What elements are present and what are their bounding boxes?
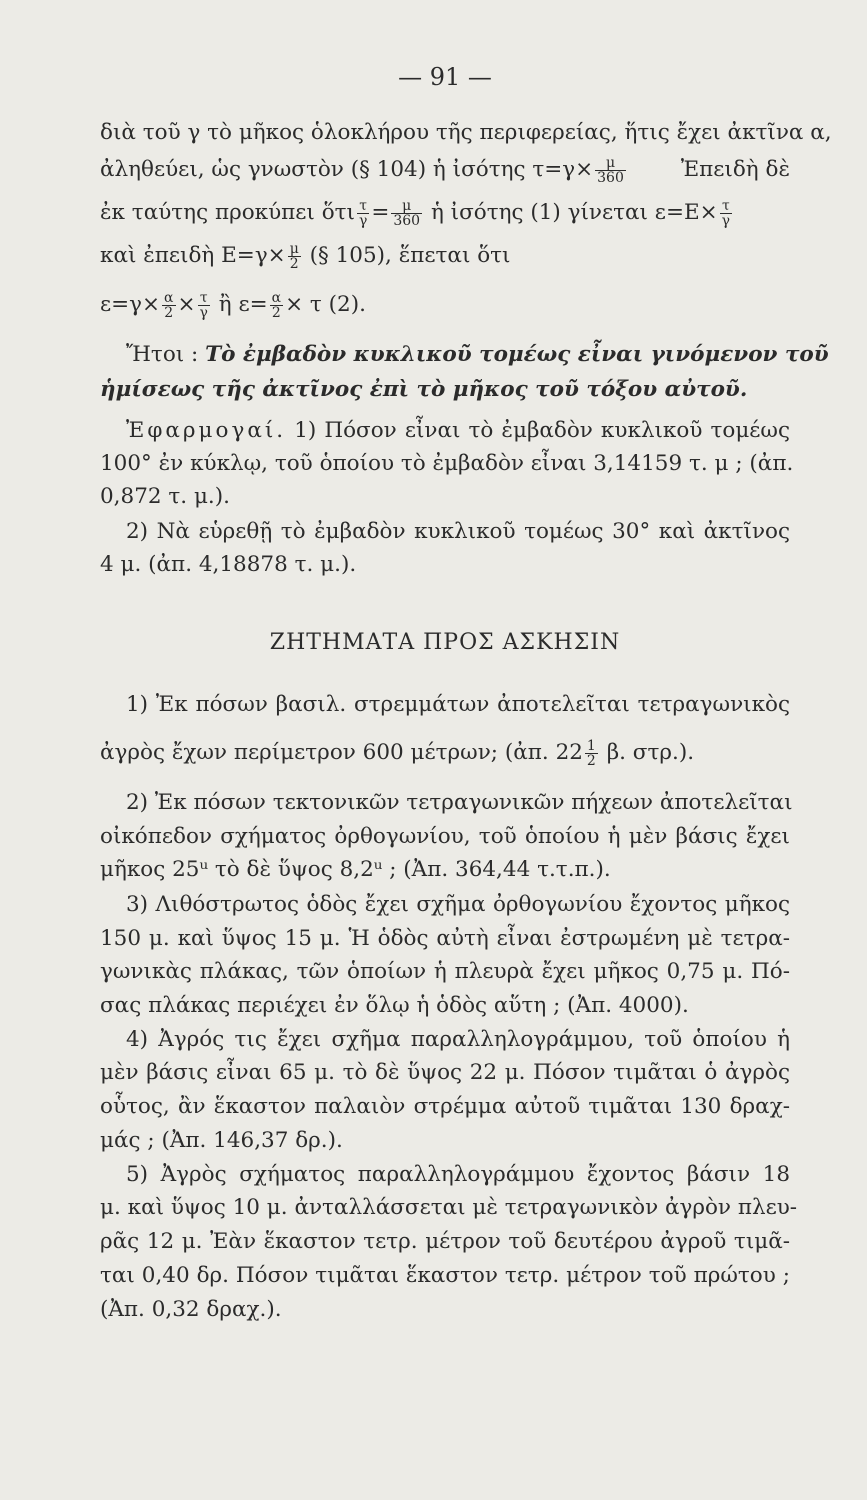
text-line: 5) Ἀγρὸς σχήματος παραλληλογράμμου ἔχοντος βάσιν 18 (126, 1162, 790, 1187)
text-line: μάς ; (Ἀπ. 146,37 δρ.). (100, 1128, 343, 1153)
text-line: ρᾶς 12 μ. Ἐὰν ἕκαστον τετρ. μέτρον τοῦ δευτέρου ἀγροῦ τιμᾶ- (100, 1229, 790, 1254)
text-line: μῆκος 25ᵘ τὸ δὲ ὕψος 8,2ᵘ ; (Ἀπ. 364,44 τ.τ.π.). (100, 857, 611, 882)
theorem-text: Τὸ ἐμβαδὸν κυκλικοῦ τομέως εἶναι γινόμενον τοῦ (205, 342, 829, 367)
text-line: (Ἀπ. 0,32 δραχ.). (100, 1297, 282, 1322)
text-line: γωνικὰς πλάκας, τῶν ὁποίων ἡ πλευρὰ ἔχει μῆκος 0,75 μ. Πό- (100, 959, 790, 984)
fraction-denominator: γ (721, 212, 731, 229)
text-line: σας πλάκας περιέχει ἐν ὅλῳ ἡ ὁδὸς αὕτη ; (Ἀπ. 4000). (100, 993, 689, 1018)
text-line (100, 241, 790, 271)
text-line (126, 416, 790, 446)
text-line: ται 0,40 δρ. Πόσον τιμᾶται ἕκαστον τετρ. μέτρον τοῦ πρώτου ; (100, 1263, 790, 1288)
fraction (720, 199, 732, 228)
fraction-numerator: α (271, 289, 282, 306)
text-span: ε=γ× (100, 292, 161, 317)
section-label: Ἐφαρμογαί. (126, 418, 287, 443)
fraction (270, 291, 283, 320)
fraction-numerator: τ (198, 291, 210, 306)
text-span: Ἤτοι : (126, 342, 206, 367)
text-line (100, 198, 790, 228)
text-line: 0,872 τ. μ.). (100, 484, 230, 509)
fraction (585, 739, 598, 768)
fraction-denominator: 2 (271, 304, 281, 321)
text-line: 1) Ἐκ πόσων βασιλ. στρεμμάτων ἀποτελεῖται τετραγωνικὸς (126, 692, 790, 717)
fraction-numerator: 1 (586, 737, 596, 754)
page-number: — 91 — (398, 63, 492, 91)
text-span: (§ 105), ἕπεται ὅτι (309, 243, 511, 268)
text-line: διὰ τοῦ γ τὸ μῆκος ὁλοκλήρου τῆς περιφερείας, ἥτις ἔχει ἀκτῖνα α, (100, 120, 832, 145)
text-line: οὗτος, ἂν ἕκαστον παλαιὸν στρέμμα αὐτοῦ τιμᾶται 130 δραχ- (100, 1094, 790, 1119)
fraction-denominator: 360 (393, 212, 421, 229)
fraction-denominator: 2 (289, 255, 299, 272)
fraction (595, 156, 626, 185)
fraction-denominator: 2 (164, 304, 174, 321)
text-line (100, 738, 790, 768)
fraction-numerator: α (164, 289, 174, 306)
text-span: ἐκ ταύτης προκύπει ὅτι (100, 200, 355, 225)
fraction-numerator: τ (720, 199, 732, 214)
text-span: Ἐπειδὴ δὲ (680, 157, 790, 182)
fraction (357, 199, 369, 228)
text-span: ἀγρὸς ἔχων περίμετρον 600 μέτρων; (ἀπ. 22 (100, 740, 583, 765)
text-line: μ. καὶ ὕψος 10 μ. ἀνταλλάσσεται μὲ τετραγωνικὸν ἀγρὸν πλευ- (100, 1195, 798, 1220)
text-line (100, 290, 790, 320)
text-span: ἢ ε= (218, 292, 268, 317)
fraction-denominator: 360 (597, 169, 624, 186)
text-span: ἀληθεύει, ὡς γνωστὸν (§ 104) ἡ ἰσότης τ=γ× (100, 157, 594, 182)
text-span: × τ (2). (285, 292, 366, 317)
fraction (198, 291, 210, 320)
fraction (288, 242, 301, 271)
theorem-line (126, 340, 829, 370)
fraction (391, 199, 422, 228)
fraction-numerator: μ (289, 240, 299, 257)
text-span: ἡ ἰσότης (1) γίνεται ε=Ε× (430, 200, 718, 225)
section-heading: ΖΗΤΗΜΑΤΑ ΠΡΟΣ ΑΣΚΗΣΙΝ (269, 630, 621, 655)
text-span: 1) Πόσον εἶναι τὸ ἐμβαδὸν κυκλικοῦ τομέως (286, 418, 790, 443)
theorem-text: ἡμίσεως τῆς ἀκτῖνος ἐπὶ τὸ μῆκος τοῦ τόξου αὐτοῦ. (100, 377, 748, 402)
text-line: 2) Νὰ εὑρεθῇ τὸ ἐμβαδὸν κυκλικοῦ τομέως 30° καὶ ἀκτῖνος (126, 519, 790, 544)
fraction-denominator: 2 (586, 752, 596, 769)
times-sign: × (177, 292, 196, 317)
text-line: 4) Ἀγρός τις ἔχει σχῆμα παραλληλογράμμου, τοῦ ὁποίου ἡ (126, 1027, 790, 1052)
text-line: 100° ἐν κύκλῳ, τοῦ ὁποίου τὸ ἐμβαδὸν εἶναι 3,14159 τ. μ ; (ἀπ. (100, 451, 794, 476)
text-line: 2) Ἐκ πόσων τεκτονικῶν τετραγωνικῶν πήχεων ἀποτελεῖται (126, 790, 793, 815)
text-span: β. στρ.). (606, 740, 695, 765)
equals-sign: = (371, 200, 390, 225)
fraction-denominator: γ (199, 304, 208, 321)
text-line (100, 155, 790, 185)
fraction (162, 291, 175, 320)
fraction-denominator: γ (358, 212, 368, 229)
text-line: 4 μ. (ἀπ. 4,18878 τ. μ.). (100, 552, 357, 577)
text-line: 3) Λιθόστρωτος ὁδὸς ἔχει σχῆμα ὀρθογωνίου ἔχοντος μῆκος (126, 892, 790, 917)
text-line: 150 μ. καὶ ὕψος 15 μ. Ἡ ὁδὸς αὐτὴ εἶναι ἐστρωμένη μὲ τετρα- (100, 926, 790, 951)
fraction-numerator: μ (595, 156, 626, 171)
text-line: μὲν βάσις εἶναι 65 μ. τὸ δὲ ὕψος 22 μ. Πόσον τιμᾶται ὁ ἀγρὸς (100, 1060, 790, 1085)
fraction-numerator: τ (357, 199, 369, 214)
text-line: οἰκόπεδον σχήματος ὀρθογωνίου, τοῦ ὁποίου ἡ μὲν βάσις ἔχει (100, 824, 790, 849)
fraction-numerator: μ (391, 199, 422, 214)
text-span: καὶ ἐπειδὴ Ε=γ× (100, 243, 286, 268)
